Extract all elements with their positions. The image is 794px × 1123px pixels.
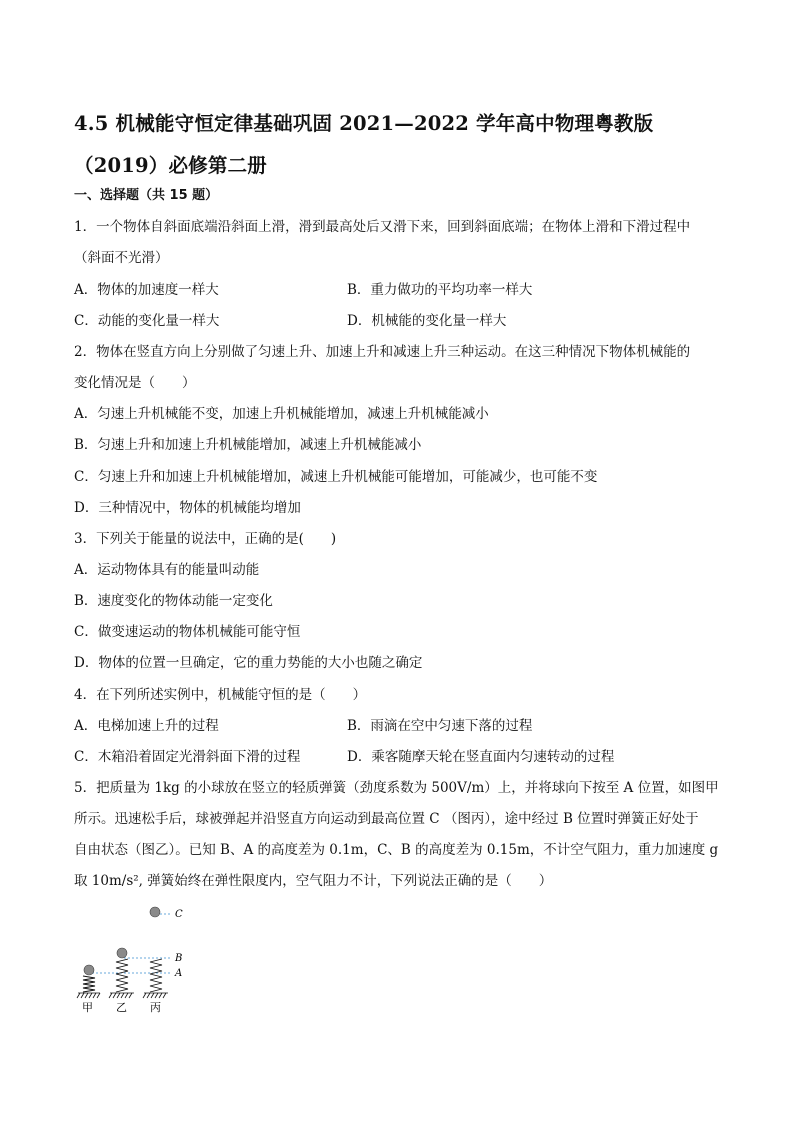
spring-yi — [116, 959, 128, 992]
question-3-option-a: A．运动物体具有的能量叫动能 — [74, 562, 260, 578]
question-1-option-c: C．动能的变化量一样大 — [74, 313, 220, 329]
spring-diagram — [74, 898, 214, 1018]
label-position-a: A — [175, 968, 183, 979]
ball-jia — [84, 965, 94, 975]
question-4-option-b: B．雨滴在空中匀速下落的过程 — [347, 718, 533, 734]
question-2-option-b: B．匀速上升和加速上升机械能增加，减速上升机械能减小 — [74, 437, 422, 453]
question-4-stem: 4．在下列所述实例中，机械能守恒的是（ ） — [74, 687, 367, 703]
question-5-stem-line-3: 自由状态（图乙）。已知 B、A 的高度差为 0.1m，C、B 的高度差为 0.15m，不计空气阻力，重力加速度 g — [74, 842, 719, 858]
question-5-stem-line-4: 取 10m/s², 弹簧始终在弹性限度内，空气阻力不计，下列说法正确的是（ ） — [74, 873, 553, 889]
ball-yi — [117, 948, 127, 958]
title-line-2: （2019）必修第二册 — [74, 154, 267, 177]
label-position-b: B — [175, 953, 183, 964]
spring-jia — [83, 976, 95, 992]
ground-jia — [77, 993, 100, 998]
question-2-option-d: D．三种情况中，物体的机械能均增加 — [74, 500, 301, 516]
label-bing: 丙 — [150, 1001, 161, 1014]
question-5-stem-line-1: 5．把质量为 1kg 的小球放在竖立的轻质弹簧（劲度系数为 500V/m）上，并将球向下按至 A 位置，如图甲 — [74, 780, 719, 796]
label-position-c: C — [175, 909, 183, 920]
question-5-stem-line-2: 所示。迅速松手后，球被弹起并沿竖直方向运动到最高位置 C （图丙），途中经过 B 位置时弹簧正好处于 — [74, 811, 699, 827]
question-2-option-c: C．匀速上升和加速上升机械能增加，减速上升机械能可能增加，可能减少，也可能不变 — [74, 469, 598, 485]
ground-yi — [109, 993, 134, 998]
question-1-option-d: D．机械能的变化量一样大 — [347, 313, 507, 329]
ground-bing — [143, 993, 168, 998]
title-line-1: 4.5 机械能守恒定律基础巩固 2021—2022 学年高中物理粤教版 — [74, 112, 654, 135]
question-3-option-d: D．物体的位置一旦确定，它的重力势能的大小也随之确定 — [74, 655, 423, 671]
label-yi: 乙 — [116, 1001, 127, 1014]
question-1-stem-line-1: 1．一个物体自斜面底端沿斜面上滑，滑到最高处后又滑下来，回到斜面底端；在物体上滑和下滑过程中 — [74, 219, 691, 235]
question-2-stem-line-1: 2．物体在竖直方向上分别做了匀速上升、加速上升和减速上升三种运动。在这三种情况下物体机械能的 — [74, 344, 691, 360]
question-4-option-d: D．乘客随摩天轮在竖直面内匀速转动的过程 — [347, 749, 615, 765]
question-1-stem-line-2: （斜面不光滑） — [74, 250, 169, 266]
question-2-option-a: A．匀速上升机械能不变，加速上升机械能增加，减速上升机械能减小 — [74, 406, 489, 422]
question-3-option-b: B．速度变化的物体动能一定变化 — [74, 593, 273, 609]
question-3-option-c: C．做变速运动的物体机械能可能守恒 — [74, 624, 301, 640]
label-jia: 甲 — [82, 1001, 93, 1014]
question-4-option-a: A．电梯加速上升的过程 — [74, 718, 219, 734]
question-1-option-a: A．物体的加速度一样大 — [74, 282, 219, 298]
ball-bing — [150, 907, 160, 917]
question-1-option-b: B．重力做功的平均功率一样大 — [347, 282, 533, 298]
question-4-option-c: C．木箱沿着固定光滑斜面下滑的过程 — [74, 749, 301, 765]
spring-bing — [150, 959, 162, 992]
document-title — [74, 103, 734, 187]
section-heading: 一、选择题（共 15 题） — [74, 188, 219, 203]
question-3-stem: 3．下列关于能量的说法中，正确的是( ) — [74, 531, 337, 547]
question-2-stem-line-2: 变化情况是（ ） — [74, 375, 196, 391]
